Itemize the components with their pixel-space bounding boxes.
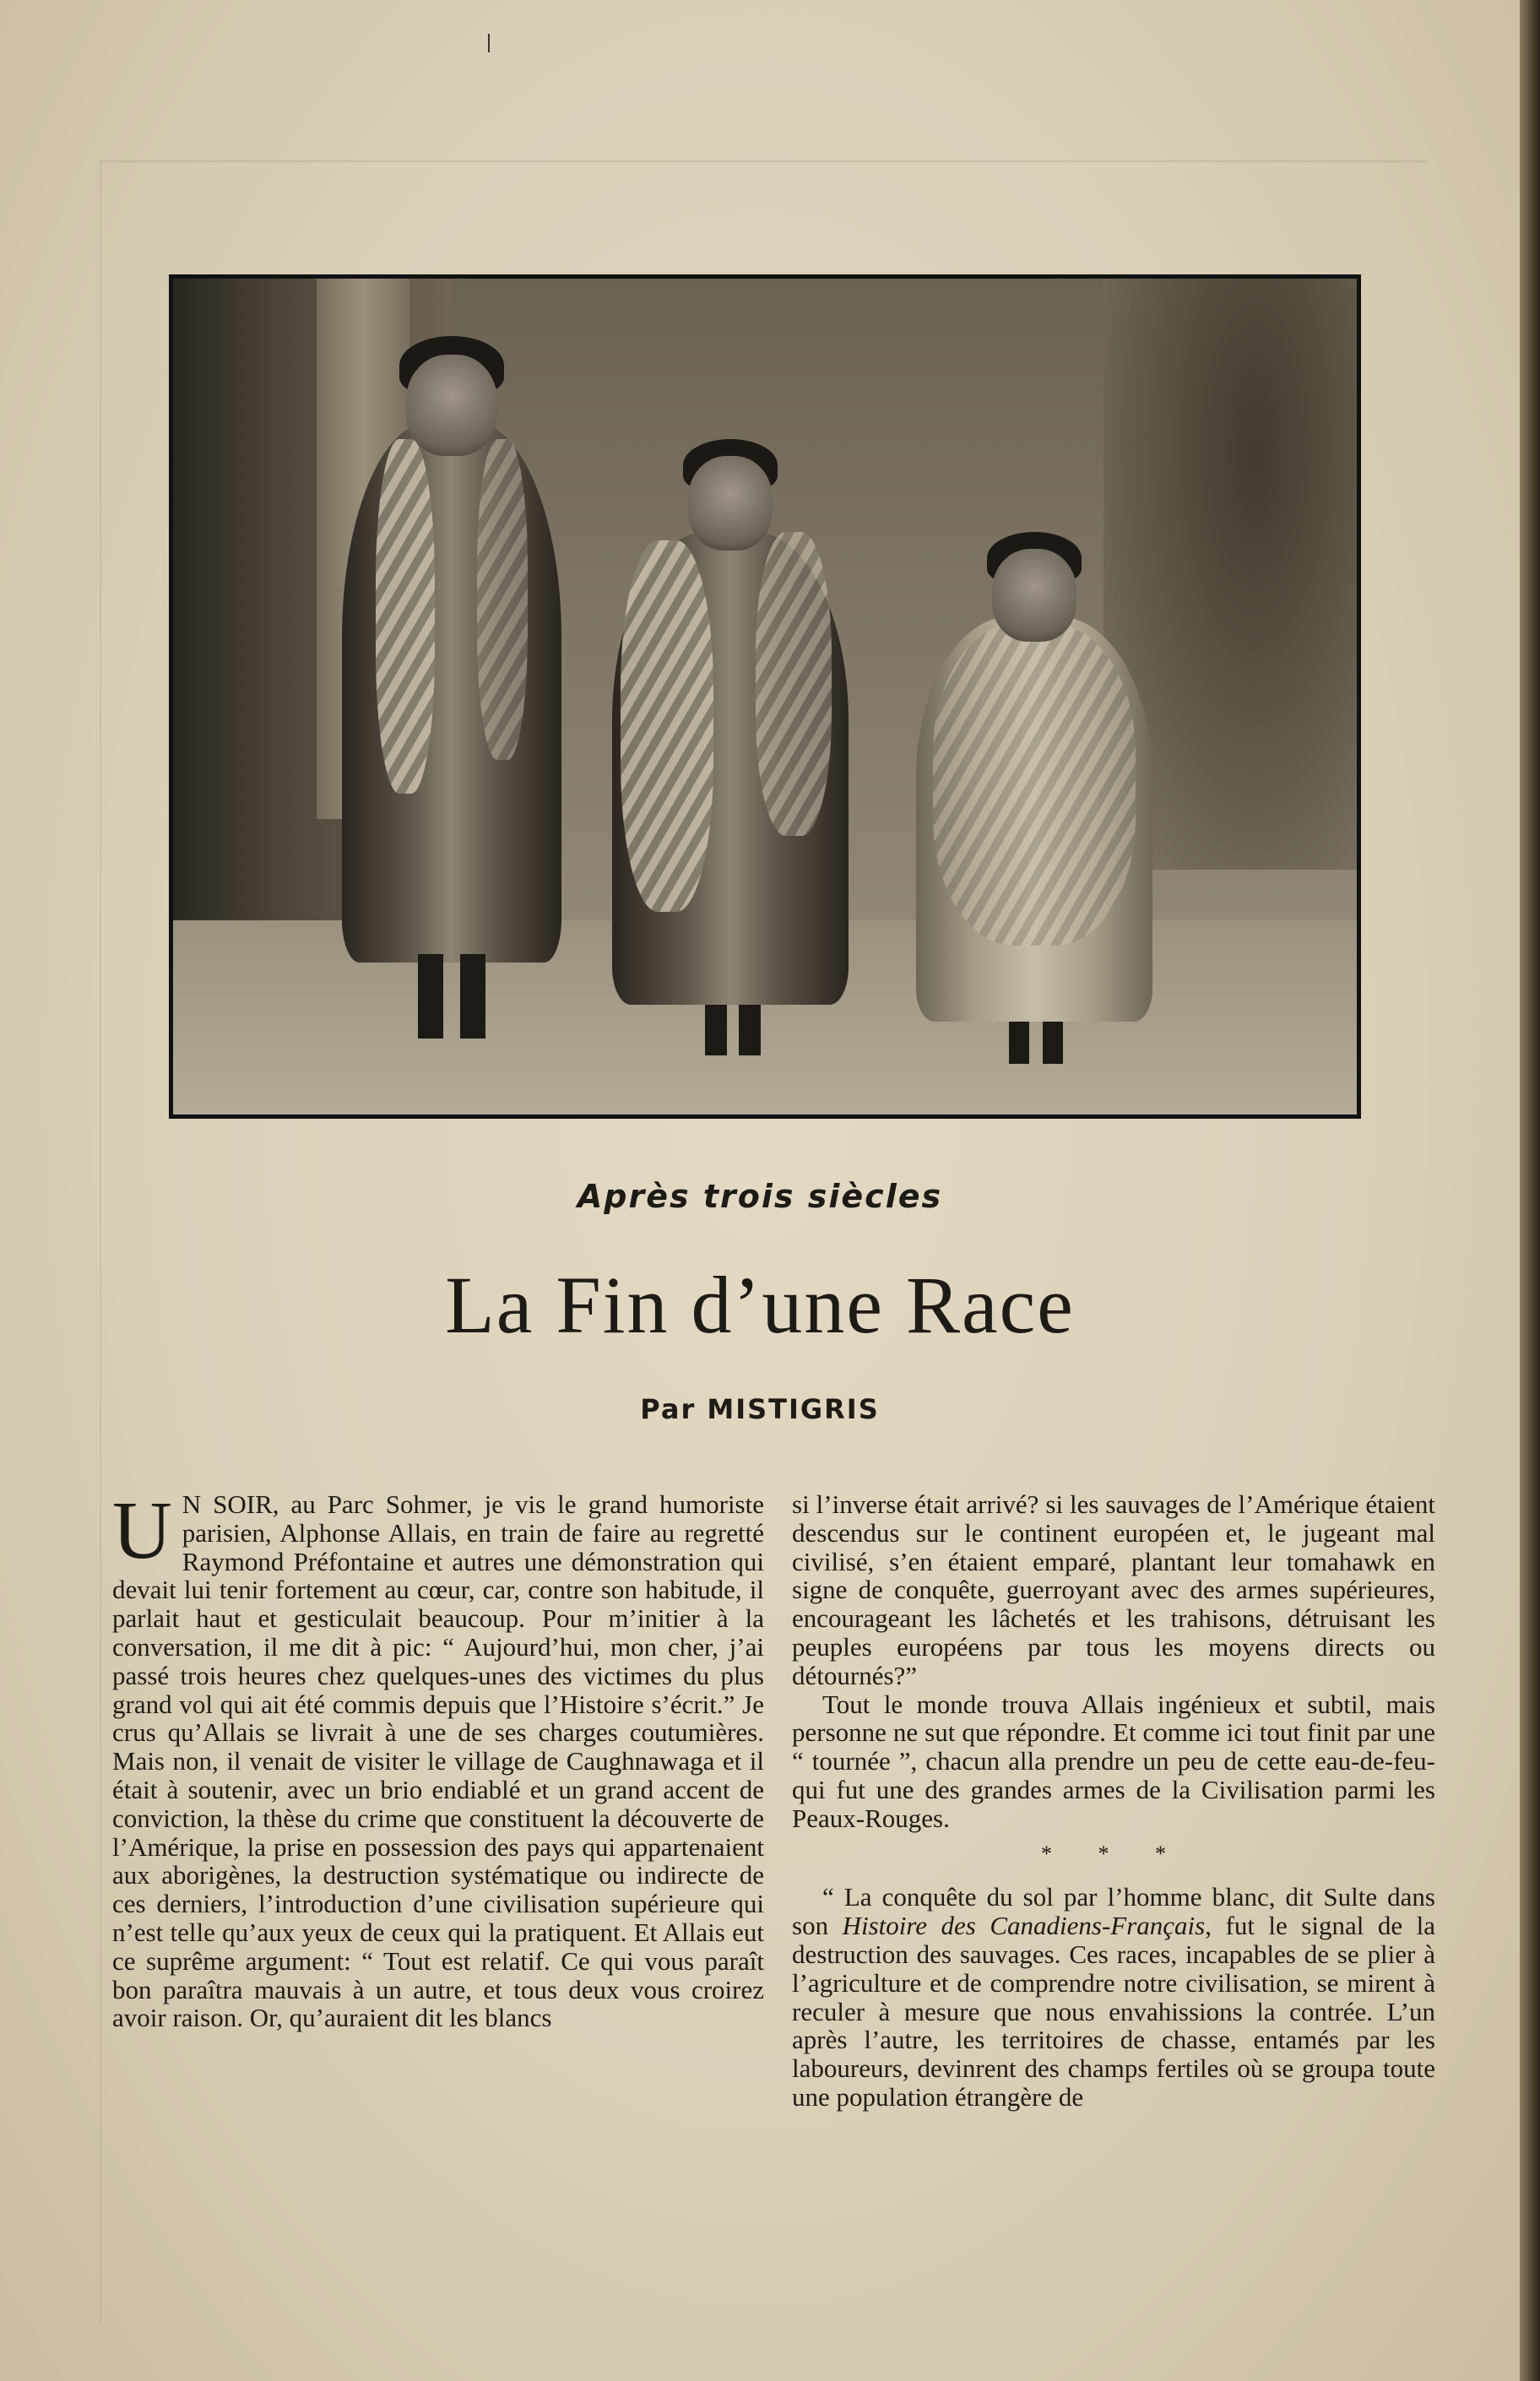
text-column-left xyxy=(112,1485,764,2033)
photograph-three-children xyxy=(169,274,1361,1119)
article-kicker: Après trois siècles xyxy=(577,1178,943,1215)
child-figure-left xyxy=(342,329,561,1055)
book-title: Histoire des Canadiens-Français xyxy=(842,1911,1206,1941)
paragraph-sulte: “ La conquête du sol par l’homme blanc, dit Sulte dans son Histoire des Canadiens-Français, fut le signal de la destruction des sauvages. Ces races, incapables de se plier à l’agriculture et de comprendre notre civilisation, se mirent à reculer à mesure que nous envahissions la contrée. L’un après l’autre, les territoires de chasse, entamés par les laboureurs, devinrent des champs fertiles où se groupa toute une population étrangère de xyxy=(792,1882,1435,2112)
paragraph-opening xyxy=(112,1485,764,2033)
paragraph-continuation: si l’inverse était arrivé? si les sauvages de l’Amérique étaient descendus sur le continent européen et, le jugeant mal civilisé, s’en étaient emparé, plantant leur tomahawk en signe de conquête, guerroyant avec des armes supérieures, encourageant les lâchetés et les trahisons, détruisant les peuples européens par tous les moyens directs ou détournés?” xyxy=(792,1489,1435,1690)
article-title: La Fin d’une Race xyxy=(445,1260,1075,1350)
child-figure-right xyxy=(916,532,1152,1072)
child-figure-middle xyxy=(612,439,849,1064)
text-column-right xyxy=(792,1490,1435,2112)
stray-mark xyxy=(488,34,490,52)
page-edge-shadow xyxy=(1520,0,1540,2381)
paragraph-tournee: Tout le monde trouva Allais ingénieux et subtil, mais personne ne sut que répondre. Et comme ici tout finit par une “ tournée ”, chacun alla prendre un peu de cette eau-de-feu-qui fut une des grandes armes de la Civilisation parmi les Peaux-Rouges. xyxy=(792,1689,1435,1833)
section-separator: * * * xyxy=(1041,1841,1186,1866)
opening-text: N SOIR, au Parc Sohmer, je vis le grand humoriste parisien, Alphonse Allais, en train de faire au regretté Raymond Préfontaine et autres une démonstration qui devait lui tenir fortement au cœur, car, contre son habitude, il parlait haut et gesticulait beaucoup. Pour m’initier à la conversation, il me dit à pic: “ Aujourd’hui, mon cher, j’ai passé trois heures chez quelques-unes des victimes du plus grand vol qui ait été commis depuis que l’Histoire s’écrit.” Je crus qu’Allais se livrait à une de ses charges coutumières. Mais non, il venait de visiter le village de Caughnawaga et il était à soutenir, avec un brio endiablé et un grand accent de conviction, la thèse du crime que constituent la découverte de l’Amérique, la prise en possession des pays qui appartenaient aux aborigènes, la destruction systématique ou indirecte de ces derniers, l’introduction d’une civilisation supérieure qui n’est telle qu’aux yeux de ceux qui la pratiquent. Et Allais eut ce suprême argument: “ Tout est relatif. Ce qui vous paraît bon paraîtra mauvais à un autre, et tous deux vous croirez avoir raison. Or, qu’auraient dit les blancs xyxy=(112,1489,764,2033)
drop-cap: U xyxy=(112,1485,172,1576)
article-byline: Par MISTIGRIS xyxy=(640,1393,880,1425)
